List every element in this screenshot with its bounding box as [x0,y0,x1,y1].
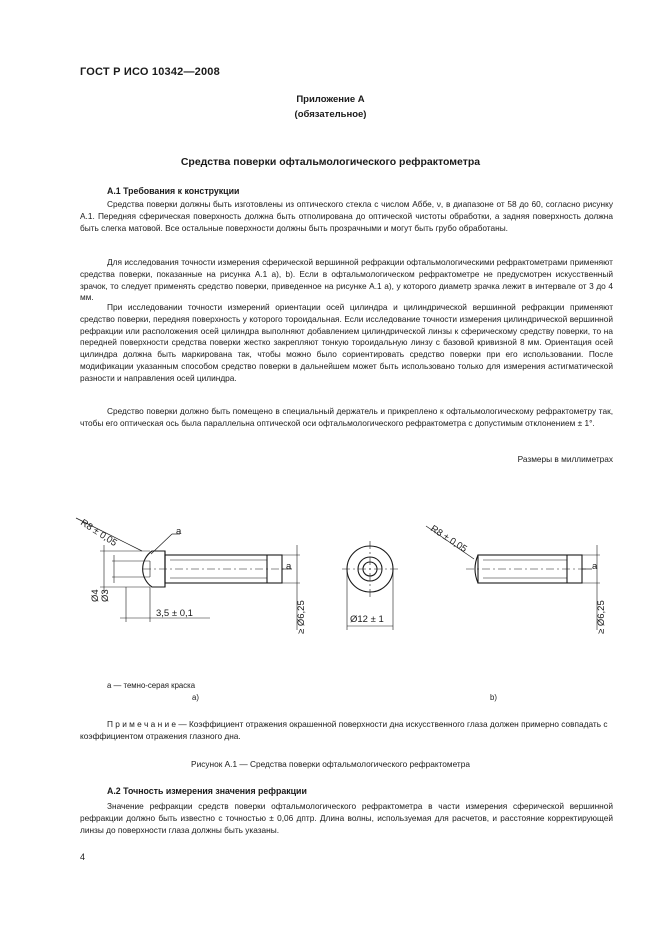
callout-a-left: a [176,526,182,537]
subfigure-b-label: b) [490,693,497,702]
section-a2-paragraph [80,801,613,836]
diameter-3-label: Ø3 [100,589,111,602]
document-header: ГОСТ Р ИСО 10342—2008 [80,66,220,78]
callout-a-right: a [592,561,598,572]
annex-title: Средства поверки офтальмологического рефрактометра [180,156,481,168]
radius-label-right: R8 ± 0,05 [428,523,469,555]
paragraph-text: Значение рефракции средств поверки офтальмологического рефрактометра в части измерения сферической вершинной рефракции должно быть известно с точностью ± 0,06 дптр. Длина волны, используемая для расчетов, и расстояние корректирующей линзы до поверхности глаза должны быть указаны. [80,801,613,835]
annex-label: Приложение А [296,94,365,105]
section-a1-paragraph-1 [80,199,613,234]
paragraph-text: При исследовании точности измерений ориентации осей цилиндра и цилиндрической вершинной рефракции применяют средство поверки, передняя поверхность у которого тороидальная. Если исследование точности измерения цилиндрической вершинной рефракции или расположения осей цилиндра выполняют добавлением цилиндрической линзы к сферическому средству поверки, то на передней поверхности средства поверки жестко закрепляют тонкую тороидальную линзу с базовой кривизной 8 мм. Ориентация осей цилиндра должна быть маркирована так, чтобы можно было сориентировать средство поверки при его использовании. После модификации указанным способом средство поверки в дальнейшем может быть использовано только для измерения астигматической разности и направления осей цилиндра. [80,302,613,383]
section-a1-paragraph-3 [80,302,613,385]
paragraph-text: Средства поверки должны быть изготовлены из оптического стекла с числом Аббе, ν, в диапазоне от 58 до 60, согласно рисунку А.1. Передняя сферическая поверхность должна быть отполирована до оптической чистоты обработки, а задняя поверхность должна быть слегка матовой. Все остальные поверхности должны быть прозрачными и могут быть грубо обработаны. [80,199,613,233]
figure-caption: Рисунок А.1 — Средства поверки офтальмологического рефрактометра [191,759,470,769]
note-text: — Коэффициент отражения окрашенной поверхности дна искусственного глаза должен примерно совпадать с коэффициентом отражения глазного дна. [80,719,608,741]
paragraph-text: Для исследования точности измерения сферической вершинной рефракции офтальмологическими рефрактометрами применяют средства поверки, показанные на рисунка А.1 а), b). Если в офтальмологическом рефрактометре не предусмотрен искусственный зрачок, то следует применять средство поверки, приведенное на рисунке А.1 а), у которого диаметр зрачка лежит в интервале от 3 до 4 мм. [80,257,613,303]
section-a1-heading: А.1 Требования к конструкции [107,186,240,196]
diameter-625-left-label: ≥ Ø6,25 [296,600,307,634]
diameter-4-label: Ø4 [90,589,101,602]
figure-legend: а — темно-серая краска [107,681,196,690]
annex-status: (обязательное) [294,109,367,120]
figure-note [80,719,613,743]
page-number: 4 [80,852,86,862]
paragraph-text: Средство поверки должно быть помещено в специальный держатель и прикреплено к офтальмологическому рефрактометру так, чтобы его оптическая ось была параллельна оптической оси офтальмологического рефрактометра с допустимым отклонением ± 1°. [80,406,613,428]
figure-a1-drawing [0,490,661,710]
diameter-625-right-label: ≥ Ø6,25 [596,600,607,634]
section-a2-heading: А.2 Точность измерения значения рефракции [107,786,307,796]
section-a1-paragraph-2 [80,257,613,304]
section-a1-paragraph-4 [80,406,613,430]
length-label: 3,5 ± 0,1 [156,608,193,619]
dimensions-note: Размеры в миллиметрах [517,454,613,464]
callout-a-left-2: a [286,561,292,572]
radius-label-left: R8 ± 0,05 [78,517,119,549]
subfigure-a-label: а) [192,693,199,702]
diameter-12-label: Ø12 ± 1 [350,614,384,625]
note-prefix: П р и м е ч а н и е [107,719,177,729]
